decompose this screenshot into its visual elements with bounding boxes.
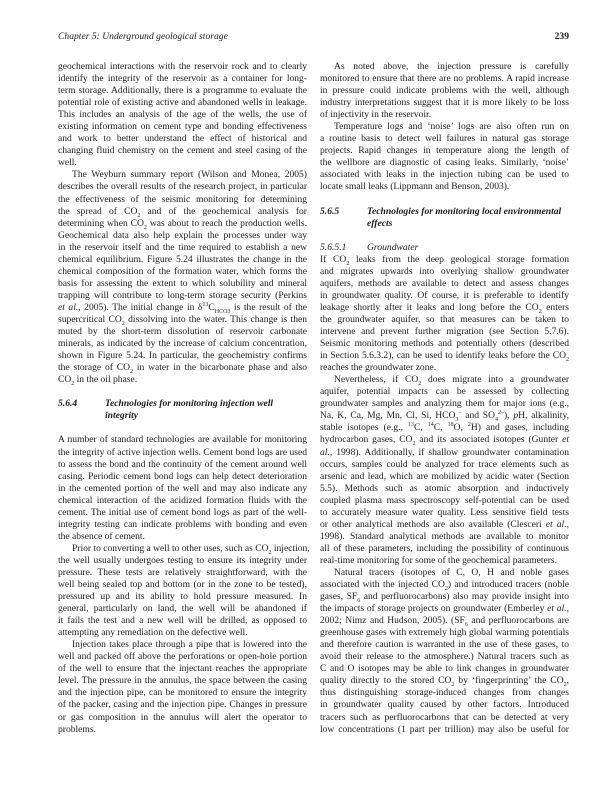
text-line: geochemical interactions with the reservoir rock and to clearly: [58, 61, 307, 72]
paragraph: [320, 121, 569, 193]
text-line: al., 1998). Additionally, if shallow groundwater contamination: [320, 446, 569, 458]
text-line: chemical equilibrium. Figure 5.24 illustrates the change in the: [58, 253, 307, 265]
section-heading-5-6-4: [58, 398, 307, 422]
right-column: [320, 61, 569, 736]
text-line: real-time monitoring for some of the geochemical parameters.: [320, 554, 557, 566]
text-line: coupled plasma mass spectroscopy self-potential can be used: [320, 494, 569, 506]
text-line: C and O isotopes may be able to link changes in groundwater: [320, 663, 569, 675]
text-line: and work to better understand the effect of historical and: [58, 133, 307, 145]
text-line: hydrocarbon gases, $CO_2$ and its associated isotopes (Gunter et: [320, 434, 569, 448]
text-line: aquifers, methods are available to detect and assess changes: [320, 277, 569, 289]
text-line: existing information on cement type and bonding effectiveness: [58, 121, 307, 133]
section-number: 5.6.5: [320, 205, 340, 217]
text-line: This includes an analysis of the age of the wells, the use of: [58, 109, 307, 121]
text-line: occurs, samples could be analyzed for trace elements such as: [320, 458, 569, 470]
spacer: [58, 422, 307, 434]
text-line: et al., 2005). The initial change in $\delta^{13}C_{HCO3}$ is the result of the: [58, 301, 308, 315]
text-line: changing fluid chemistry on the cement and steel casing of the: [58, 145, 307, 157]
text-line: attempting any remediation on the defective well.: [58, 627, 248, 639]
text-line: trapping will contribute to long-term storage security (Perkins: [58, 289, 307, 301]
text-line: the effectiveness of the seismic monitoring for determining: [58, 193, 307, 205]
section-number: 5.6.4: [58, 398, 78, 410]
text-line: the impacts of storage projects on groundwater (Emberley et al.,: [320, 603, 569, 615]
text-line: avoid their release to the atmosphere.) Natural tracers such as: [320, 651, 569, 663]
section-title: Technologies for monitoring local environmental effects: [367, 205, 562, 229]
text-line: thus distinguishing storage-induced changes from changes: [320, 687, 569, 699]
text-line: leakage shortly after it leaks and long before the $CO_2$ enters: [320, 301, 569, 315]
text-line: it fails the test and a new well will be drilled, as opposed to: [58, 615, 307, 627]
text-line: well and packed off above the perforations or open-hole portion: [58, 651, 307, 663]
subsection-number: 5.6.5.1: [320, 241, 347, 253]
running-header: [58, 31, 569, 45]
text-line: of the packer, casing and the injection pipe. Changes in pressure: [58, 699, 307, 711]
paragraph: [58, 61, 307, 169]
section-heading-5-6-5: [320, 206, 569, 230]
text-line: in groundwater quality caused by other factors. Introduced: [320, 699, 569, 711]
text-line: casing. Periodic cement bond logs can help detect deterioration: [58, 470, 307, 482]
text-line: Prior to converting a well to other uses, such as $CO_2$ injection,: [72, 542, 310, 556]
text-line: intervene and prevent further migration (see Section 5.7.6).: [320, 326, 569, 338]
text-line: Injection takes place through a pipe that is lowered into the: [72, 639, 307, 651]
paragraph: [58, 169, 307, 386]
text-line: aquifer, potential impacts can be assessed by collecting: [320, 386, 569, 398]
paragraph: [320, 374, 569, 567]
paragraph: [320, 567, 569, 736]
subsection-heading-5-6-5-1: [320, 242, 569, 254]
chapter-title: Chapter 5: Underground geological storage: [58, 31, 228, 42]
left-column: [58, 61, 310, 736]
text-line: 1998). Standard analytical methods are available to monitor: [320, 530, 569, 542]
text-line: the wellbore are diagnostic of casing leaks. Similarly, ‘noise’: [320, 157, 569, 169]
text-line: associated with leaks in the injection tubing can be used to: [320, 169, 569, 181]
text-line: locate small leaks (Lippmann and Benson, 2003).: [320, 181, 510, 193]
page-number: 239: [554, 31, 569, 42]
text-line: the spread of $CO_2$ and of the geochemical analysis for: [58, 205, 307, 219]
text-line: Temperature logs and ‘noise’ logs are also often run on: [334, 121, 569, 133]
text-line: pressure. These tests are relatively straightforward, with the: [58, 566, 307, 578]
text-line: in Section 5.6.3.2), can be used to identify leaks before the $CO_2$: [320, 350, 569, 364]
text-line: in groundwater quality. Of course, it is preferable to identify: [320, 289, 569, 301]
text-line: describes the overall results of the research project, in particular: [58, 181, 307, 193]
text-line: of the well to ensure that the injectant reaches the appropriate: [58, 663, 307, 675]
text-line: The Weyburn summary report (Wilson and Monea, 2005): [72, 169, 307, 181]
text-line: monitored to ensure that there are no problems. A rapid increase: [320, 73, 569, 85]
text-line: projects. Rapid changes in temperature along the length of: [320, 145, 569, 157]
text-line: arsenic and lead, which are mobilized by acidic water (Section: [320, 470, 569, 482]
text-line: minerals, as indicated by the increase of calcium concentration,: [58, 338, 307, 350]
text-line: in the cemented portion of the well and may also indicate any: [58, 482, 307, 494]
text-line: to accurately measure water quality. Less sensitive field tests: [320, 506, 569, 518]
text-line: $CO_2$ in the oil phase.: [58, 374, 138, 388]
text-line: Geochemical data also help explain the processes under way: [58, 229, 307, 241]
subsection-title: Groundwater: [367, 241, 419, 253]
text-line: the well usually undergoes testing to ensure its integrity under: [58, 554, 307, 566]
paragraph: [320, 254, 569, 374]
text-line: term storage. Additionally, there is a programme to evaluate the: [58, 85, 307, 97]
text-line: in the reservoir itself and the time required to establish a new: [58, 241, 307, 253]
text-line: cement. The initial use of cement bond logs as part of the well-: [58, 506, 307, 518]
text-line: and migrates upwards into overlying shallow groundwater: [320, 265, 569, 277]
text-line: supercritical $CO_2$ dissolving into the water. This change is then: [58, 313, 307, 327]
text-line: reaches the groundwater zone.: [320, 362, 437, 374]
text-line: general, particularly on land, the well will be abandoned if: [58, 603, 307, 615]
spacer: [320, 230, 569, 242]
text-line: pressured up and its ability to hold pressure measured. In: [58, 591, 307, 603]
text-line: quality directly to the stored $CO_2$ by ‘fingerprinting’ the $CO_2$,: [320, 675, 569, 689]
text-line: chemical interaction of the acidized formation fluids with the: [58, 494, 307, 506]
text-line: or other analytical methods are also available (Clesceri et al.,: [320, 518, 569, 530]
text-line: well being sealed top and bottom (or in the zone to be tested),: [58, 579, 307, 591]
paragraph: [58, 434, 307, 542]
text-line: the groundwater aquifer, so that measures can be taken to: [320, 313, 569, 325]
text-line: Na, K, Ca, Mg, Mn, Cl, Si, $HCO_3^-$ and $SO_4^{2-}$), pH, alkalinity,: [320, 410, 569, 424]
text-line: level. The pressure in the annulus, the space between the casing: [58, 675, 307, 687]
text-line: If $CO_2$ leaks from the deep geological storage formation: [320, 253, 569, 267]
text-line: in pressure could indicate problems with the well, although: [320, 85, 569, 97]
text-line: the integrity of active injection wells. Cement bond logs are used: [58, 446, 307, 458]
text-line: gases, $SF_6$ and perfluorocarbons) also may provide insight into: [320, 591, 569, 604]
text-line: 5.5). Methods such as atomic absorption and inductively: [320, 482, 569, 494]
text-line: identify the integrity of the reservoir as a container for long-: [58, 73, 307, 85]
text-line: shown in Figure 5.24. In particular, the geochemistry confirms: [58, 350, 307, 362]
text-line: A number of standard technologies are available for monitoring: [58, 434, 307, 446]
text-line: 2002; Nimz and Hudson, 2005). ($SF_6$ and perfluorocarbons are: [320, 615, 569, 629]
text-line: low concentrations (1 part per trillion) may also be useful for: [320, 723, 569, 735]
text-line: of injectivity in the reservoir.: [320, 109, 432, 121]
text-line: well.: [58, 157, 77, 169]
spacer: [320, 194, 569, 206]
text-line: muted by the short-term dissolution of reservoir carbonate: [58, 326, 307, 338]
text-line: determining when $CO_2$ was about to reach the production wells.: [58, 217, 307, 231]
text-line: associated with the injected $CO_2$) and introduced tracers (noble: [320, 579, 569, 592]
text-line: the absence of cement.: [58, 530, 145, 542]
paragraph: [320, 61, 569, 121]
text-line: the storage of $CO_2$ in water in the bicarbonate phase and also: [58, 362, 307, 376]
text-line: a routine basis to detect well failures in natural gas storage: [320, 133, 569, 145]
text-line: stable isotopes (e.g., $^{13}$C, $^{14}$C, $^{18}$O, $^2$H) and gases, including: [320, 422, 569, 434]
text-line: basis for assessing the extent to which solubility and mineral: [58, 277, 307, 289]
text-line: problems.: [58, 723, 96, 735]
text-line: industry interpretations suggest that it is more likely to be loss: [320, 97, 569, 109]
text-line: greenhouse gases with extremely high global warming potentials: [320, 627, 569, 639]
text-line: As noted above, the injection pressure is carefully: [334, 61, 569, 72]
text-line: potential role of existing active and abandoned wells in leakage.: [58, 97, 307, 109]
text-line: all of these parameters, including the possibility of continuous: [320, 542, 569, 554]
text-line: Nevertheless, if $CO_2$ does migrate into a groundwater: [334, 374, 569, 388]
spacer: [58, 386, 307, 398]
paragraph: [58, 542, 310, 639]
paragraph: [58, 639, 307, 735]
text-line: tracers such as perfluorocarbons that can be detected at very: [320, 711, 569, 723]
text-line: chemical composition of the formation water, which forms the: [58, 265, 307, 277]
text-line: to assess the bond and the continuity of the cement around well: [58, 458, 307, 470]
text-line: integrity testing can indicate problems with bonding and even: [58, 518, 307, 530]
text-line: Natural tracers (isotopes of C, O, H and noble gases: [334, 566, 569, 578]
text-line: or gas composition in the annulus will alert the operator to: [58, 711, 307, 723]
section-title: Technologies for monitoring injection well integrity: [105, 398, 274, 422]
text-line: and the injection pipe, can be monitored to ensure the integrity: [58, 687, 307, 699]
text-line: Seismic monitoring methods and potentially others (described: [320, 338, 569, 350]
text-line: and therefore caution is warranted in the use of these gases, to: [320, 639, 569, 651]
text-line: groundwater samples and analyzing them for major ions (e.g.,: [320, 398, 569, 410]
